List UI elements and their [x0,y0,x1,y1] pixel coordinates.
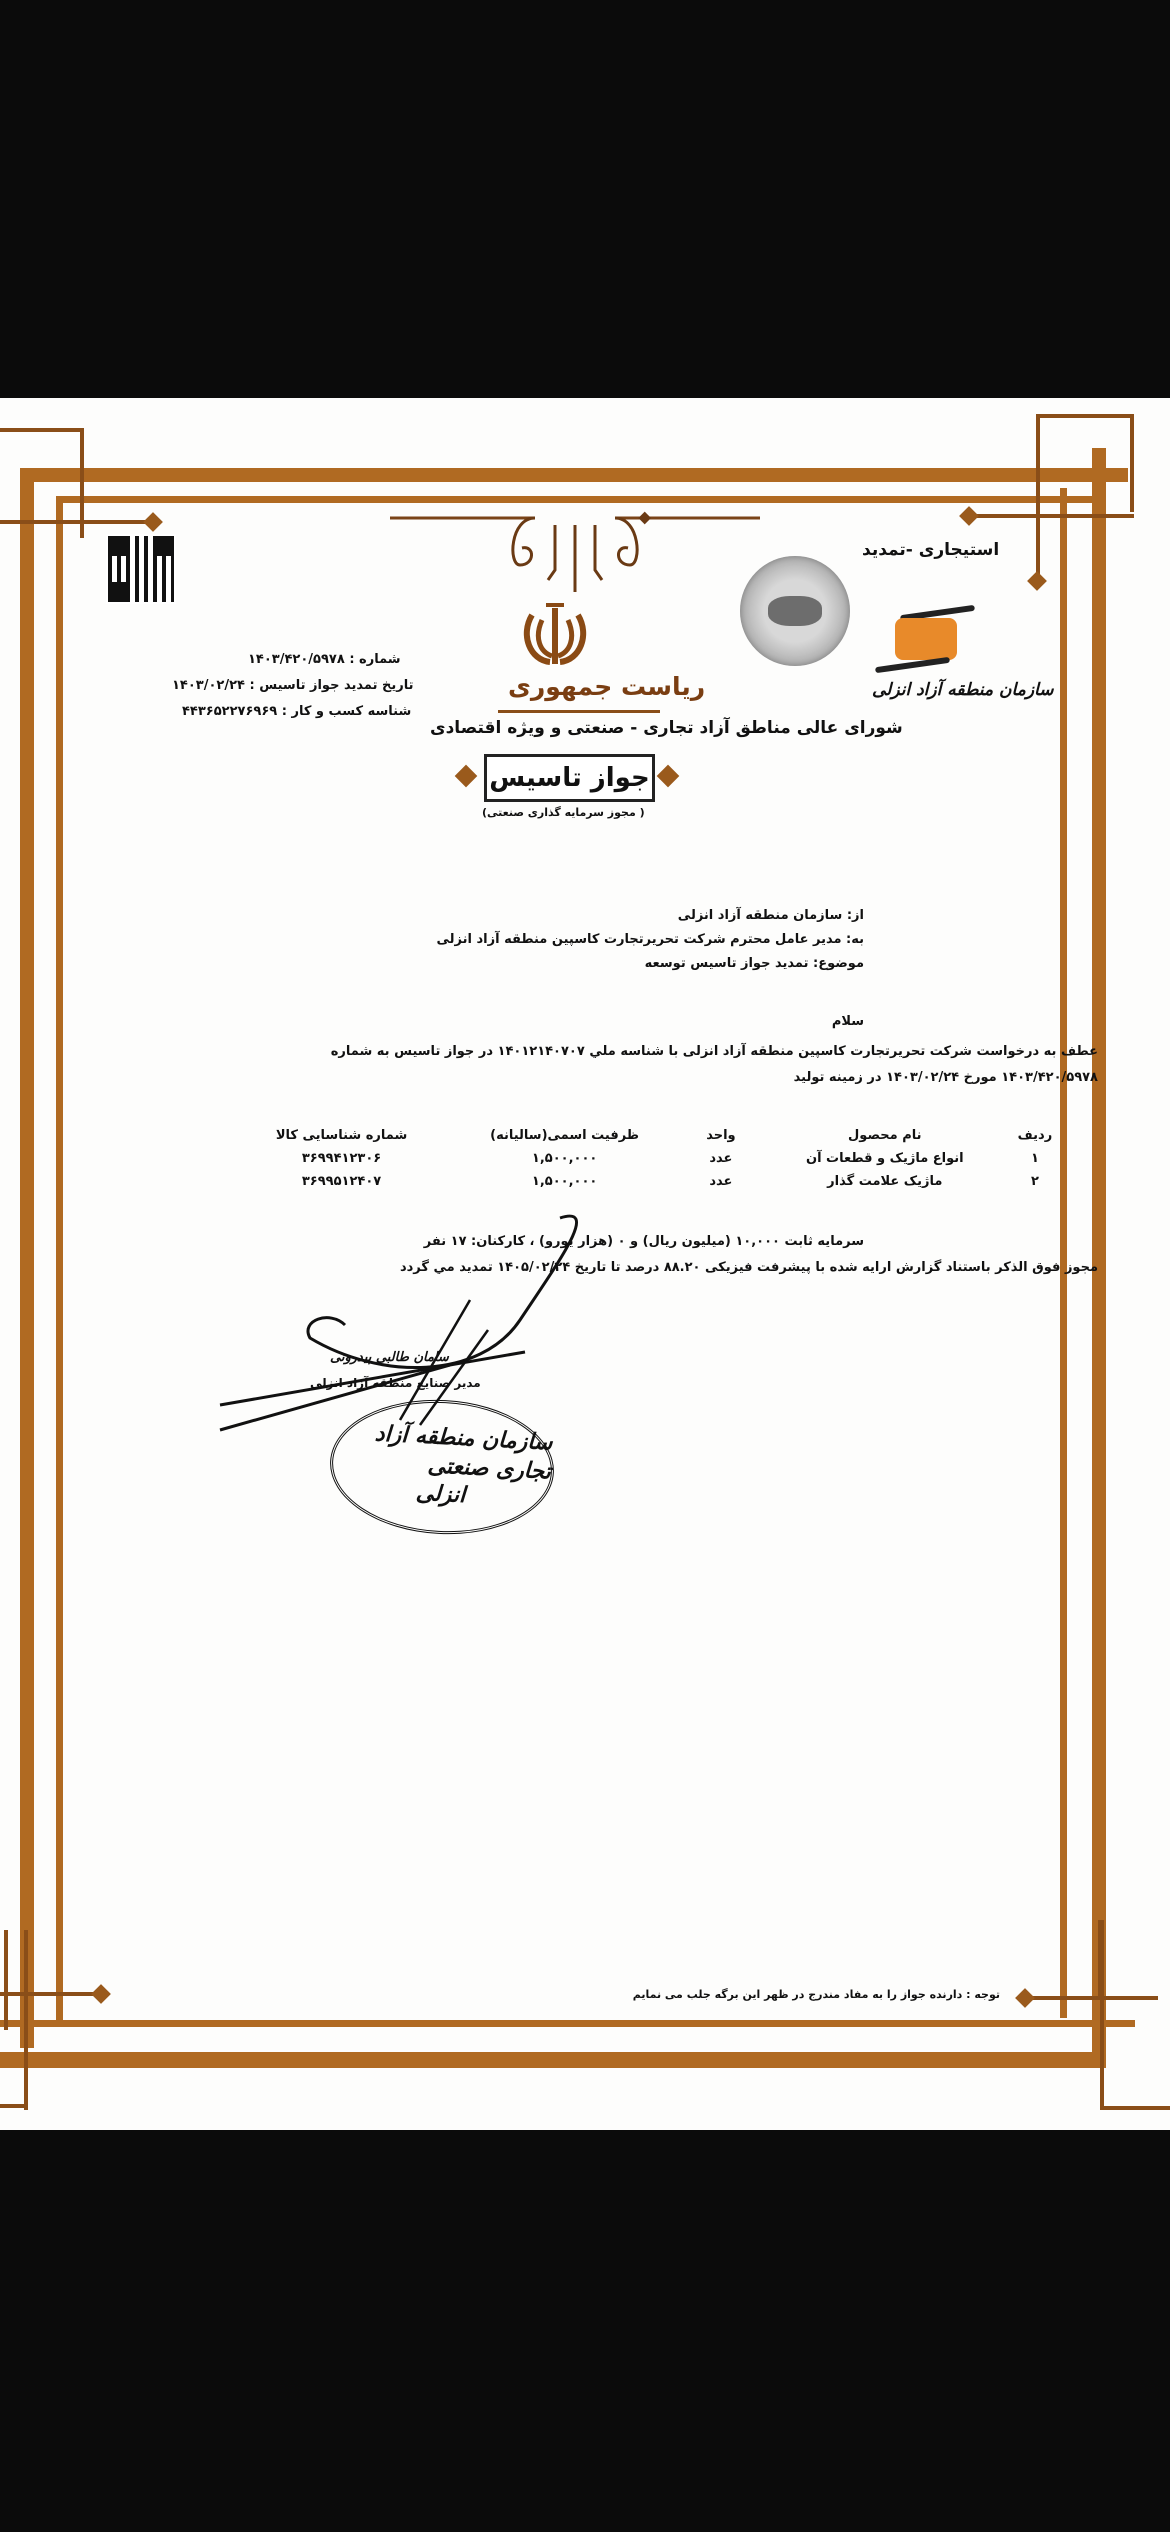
table-row: ۱ انواع ماژیک و قطعات آن عدد ۱,۵۰۰,۰۰۰ ۳۶۹۹۴۱۲۳۰۶ [301,1151,1039,1166]
top-right-note: استیجاری -تمدید [862,540,1000,560]
org-logo-caption: سازمان منطقه آزاد انزلی [872,680,1054,700]
capital-line: سرمایه ثابت ۱۰,۰۰۰ (میلیون ریال) و ۰ (هزار یورو) ، کارکنان: ۱۷ نفر [423,1234,864,1249]
official-stamp: سازمان منطقه آزاد تجاری صنعتی انزلی [327,1394,558,1540]
permit-title: جواز تاسیس [484,754,655,802]
signer-name: سامان طالبی پیدرونی [330,1350,449,1365]
table-header-row: ردیف نام محصول واحد ظرفیت اسمی(سالیانه) شماره شناسایی کالا [275,1128,1053,1143]
body-line-1: عطف به درخواست شرکت تحریرتجارت کاسپین منطقه آزاد انزلی با شناسه ملي ۱۴۰۱۲۱۴۰۷۰۷ در جواز تاسیس به شماره [330,1044,1098,1059]
number-field: شماره : ۱۴۰۳/۴۲۰/۵۹۷۸ [248,652,401,667]
signer-position: مدیر صنایع منطقه آزاد انزلی [310,1376,481,1390]
council-name: شورای عالی مناطق آزاد تجاری - صنعتی و ویژه اقتصادی [430,718,903,738]
table-row: ۲ ماژیک علامت گذار عدد ۱,۵۰۰,۰۰۰ ۳۶۹۹۵۱۲۴۰۷ [301,1174,1039,1189]
body-line-2: ۱۴۰۳/۴۲۰/۵۹۷۸ مورخ ۱۴۰۳/۰۲/۲۴ در زمینه تولید [793,1070,1098,1085]
renewal-date-field: تاریخ تمدید جواز تاسیس : ۱۴۰۳/۰۲/۲۴ [172,678,414,693]
memo-from: از: سازمان منطقه آزاد انزلی [677,908,864,923]
memo-subject: موضوع: تمدید جواز تاسیس توسعه [644,956,864,971]
emblem-caption: ریاست جمهوری [508,672,706,701]
memo-to: به: مدیر عامل محترم شرکت تحریرتجارت کاسپین منطقه آزاد انزلی [436,932,864,947]
greeting: سلام [831,1014,864,1029]
footer-note: توجه : دارنده جواز را به مفاد مندرج در ظهر این برگه جلب می نمایم [632,1988,1000,2001]
permit-subtitle: ( مجوز سرمایه گذاری صنعتی) [482,806,645,819]
business-id-field: شناسه کسب و کار : ۴۴۳۶۵۲۲۷۶۹۶۹ [182,704,412,719]
extension-line: مجوز فوق الذکر باستناد گزارش ارایه شده با پیشرفت فیزیکی ۸۸.۲۰ درصد تا تاریخ ۱۴۰۵/۰۲/۲۴ تمدید مي گردد [399,1260,1098,1275]
